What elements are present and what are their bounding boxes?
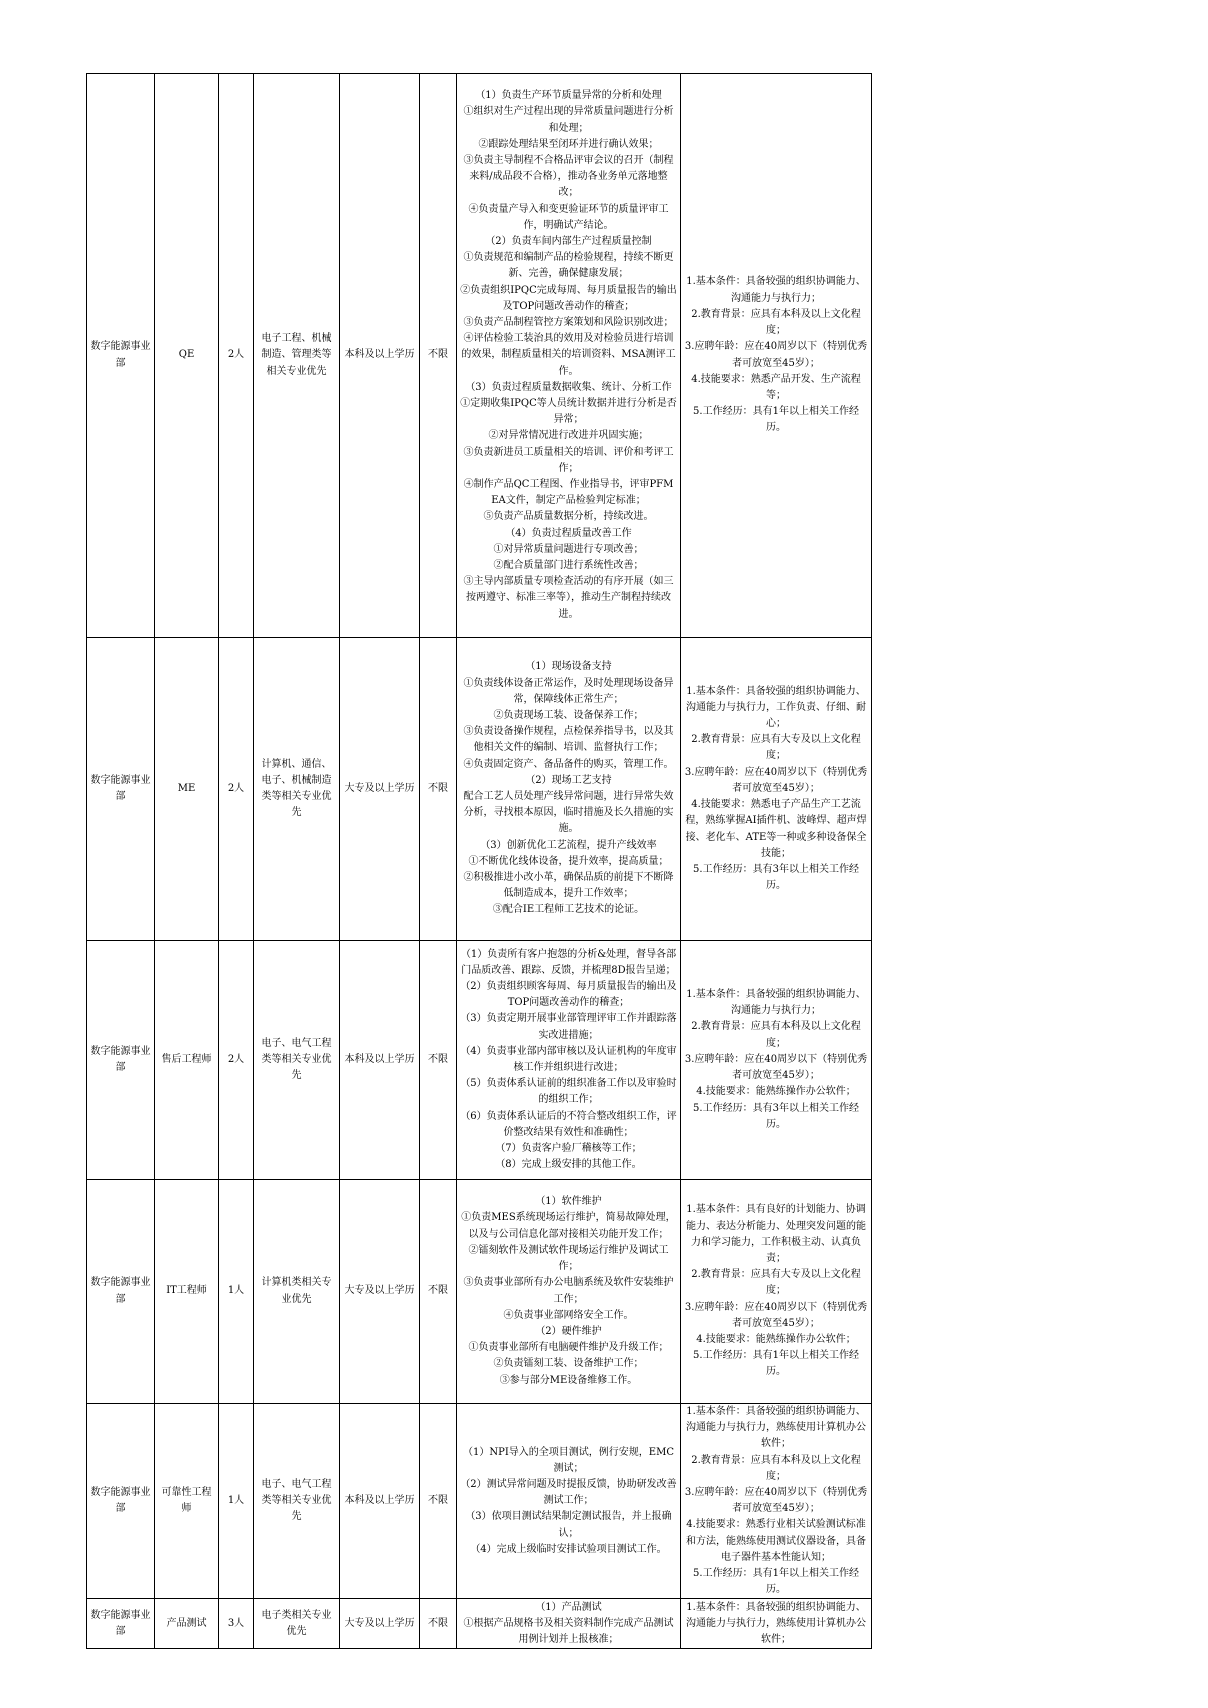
- position-cell: QE: [155, 74, 219, 638]
- duty-line: ①负责规范和编制产品的检验规程，持续不断更新、完善，确保健康发展；: [463, 252, 674, 280]
- education-cell: 大专及以上学历: [340, 638, 420, 941]
- duty-line: ①组织对生产过程出现的异常质量问题进行分析和处理；: [463, 106, 674, 134]
- position-cell: 可靠性工程师: [155, 1404, 219, 1599]
- duty-line: （2）负责车间内部生产过程质量控制: [485, 235, 652, 247]
- duty-line: ①负责线体设备正常运作，及时处理现场设备异常，保障线体正常生产；: [463, 677, 674, 705]
- limit-cell: 不限: [420, 1599, 457, 1649]
- requirement-line: 4.技能要求：熟悉行业相关试验测试标准和方法，能熟练使用测试仪器设备，具备电子器件基本性能认知；: [686, 1519, 866, 1563]
- position-cell: ME: [155, 638, 219, 941]
- duty-line: ②配合质量部门进行系统性改善；: [493, 560, 644, 572]
- requirement-line: 5.工作经历：具有3年以上相关工作经历。: [693, 863, 859, 892]
- duty-line: （3）依项目测试结果制定测试报告，并上报确认；: [465, 1511, 672, 1539]
- duty-line: ②负责镭刻工装、设备维护工作；: [493, 1358, 644, 1370]
- duty-line: ③负责设备操作规程，点检保养指导书，以及其他相关文件的编制、培训、监督执行工作；: [463, 726, 674, 754]
- requirement-line: 3.应聘年龄：应在40周岁以下（特别优秀者可放宽至45岁）；: [684, 341, 868, 369]
- requirement-line: 1.基本条件：具备较强的组织协调能力、沟通能力与执行力；: [686, 989, 866, 1017]
- table-row: [87, 74, 872, 638]
- duties-cell: [457, 1180, 681, 1404]
- duties-cell: [457, 638, 681, 941]
- requirement-line: 2.教育背景：应具有本科及以上文化程度；: [691, 1021, 861, 1049]
- requirements-cell: [681, 638, 872, 941]
- requirements-cell: [681, 1180, 872, 1404]
- requirement-line: 4.技能要求：能熟练操作办公软件；: [696, 1334, 856, 1345]
- major-cell: 电子、电气工程类等相关专业优先: [254, 941, 340, 1180]
- count-cell: 2人: [219, 74, 254, 638]
- requirement-line: 3.应聘年龄：应在40周岁以下（特别优秀者可放宽至45岁）；: [684, 1487, 868, 1515]
- duty-line: ③参与部分ME设备维修工作。: [499, 1374, 638, 1386]
- duty-line: ②镭刻软件及测试软件现场运行维护及调试工作；: [468, 1244, 669, 1273]
- requirement-line: 1.基本条件：具备较强的组织协调能力、沟通能力与执行力，工作负责、仔细、耐心；: [686, 685, 866, 730]
- major-cell: 计算机类相关专业优先: [254, 1180, 340, 1404]
- duty-line: ③主导内部质量专项检查活动的有序开展（如三按两遵守、标准三率等），推动生产制程持续改进。: [463, 576, 674, 620]
- duty-line: ③负责事业部所有办公电脑系统及软件安装维护工作；: [463, 1277, 674, 1305]
- requirement-line: 3.应聘年龄：应在40周岁以下（特别优秀者可放宽至45岁）；: [684, 766, 868, 794]
- requirement-line: 3.应聘年龄：应在40周岁以下（特别优秀者可放宽至45岁）；: [684, 1301, 868, 1329]
- duty-line: ②跟踪处理结果至闭环并进行确认效果；: [478, 138, 659, 150]
- dept-cell: 数字能源事业部: [87, 74, 155, 638]
- duty-line: （1）软件维护: [535, 1196, 602, 1208]
- duty-line: ②负责现场工装、设备保养工作；: [493, 709, 644, 721]
- requirement-line: 1.基本条件：具备较强的组织协调能力、沟通能力与执行力；: [686, 276, 866, 304]
- requirements-cell: [681, 1599, 872, 1649]
- requirements-cell: [681, 941, 872, 1180]
- count-cell: 1人: [219, 1180, 254, 1404]
- requirement-line: 1.基本条件：具有良好的计划能力、协调能力、表达分析能力、处理突发问题的能力和学习能力，工作积极主动、认真负责；: [686, 1204, 866, 1264]
- duty-line: （8）完成上级安排的其他工作。: [495, 1159, 642, 1171]
- duty-line: ④制作产品QC工程图、作业指导书，评审PFMEA文件，制定产品检验判定标准；: [463, 479, 674, 507]
- duty-line: （7）负责客户验厂稽核等工作；: [495, 1143, 642, 1155]
- duty-line: （2）负责组织顾客每周、每月质量报告的输出及TOP问题改善动作的稽查；: [460, 980, 677, 1009]
- table-row: [87, 941, 872, 1180]
- duty-line: （6）负责体系认证后的不符合整改组织工作，评价整改结果有效性和准确性；: [460, 1110, 677, 1138]
- duty-line: ④负责固定资产、备品备件的购买，管理工作。: [463, 758, 674, 770]
- duty-line: ④负责事业部网络安全工作。: [503, 1309, 634, 1321]
- duty-line: ②积极推进小改小革，确保品质的前提下不断降低制造成本，提升工作效率；: [463, 872, 674, 900]
- duty-line: ①根据产品规格书及相关资料制作完成产品测试用例计划并上报核准；: [463, 1617, 674, 1646]
- duty-line: （1）负责生产环节质量异常的分析和处理: [475, 90, 662, 102]
- major-cell: 电子类相关专业优先: [254, 1599, 340, 1649]
- duties-cell: [457, 74, 681, 638]
- requirement-line: 2.教育背景：应具有本科及以上文化程度；: [691, 1454, 861, 1482]
- duty-line: （1）现场设备支持: [525, 661, 612, 673]
- requirement-line: 5.工作经历：具有1年以上相关工作经历。: [693, 1568, 859, 1596]
- duty-line: （4）负责过程质量改善工作: [505, 527, 632, 539]
- duty-line: （3）负责定期开展事业部管理评审工作并跟踪落实改进措施；: [460, 1013, 677, 1041]
- requirement-line: 5.工作经历：具有1年以上相关工作经历。: [693, 1350, 859, 1378]
- dept-cell: 数字能源事业部: [87, 1404, 155, 1599]
- duty-line: （4）负责事业部内部审核以及认证机构的年度审核工作并组织进行改进；: [460, 1045, 677, 1073]
- position-cell: 产品测试: [155, 1599, 219, 1649]
- duty-line: ③配合IE工程师工艺技术的论证。: [492, 904, 645, 916]
- requirement-line: 5.工作经历：具有1年以上相关工作经历。: [693, 406, 859, 434]
- limit-cell: 不限: [420, 1180, 457, 1404]
- duty-line: ③负责新进员工质量相关的培训、评价和考评工作；: [463, 446, 674, 474]
- duty-line: （4）完成上级临时安排试验项目测试工作。: [470, 1543, 667, 1555]
- education-cell: 本科及以上学历: [340, 1404, 420, 1599]
- limit-cell: 不限: [420, 74, 457, 638]
- requirement-line: 3.应聘年龄：应在40周岁以下（特别优秀者可放宽至45岁）；: [684, 1053, 868, 1082]
- duty-line: ④评估检验工装治具的效用及对检验员进行培训的效果，制程质量相关的培训资料、MSA测评工作。: [461, 333, 676, 377]
- recruitment-table: [86, 73, 872, 1649]
- limit-cell: 不限: [420, 1404, 457, 1599]
- duty-line: （1）负责所有客户抱怨的分析&处理，督导各部门品质改善、跟踪、反馈，并梳理8D报告呈递；: [460, 948, 677, 976]
- requirement-line: 2.教育背景：应具有本科及以上文化程度；: [691, 308, 861, 337]
- duty-line: ①对异常质量问题进行专项改善；: [493, 543, 644, 555]
- requirement-line: 4.技能要求：能熟练操作办公软件；: [696, 1086, 856, 1098]
- duties-cell: [457, 941, 681, 1180]
- requirement-line: 1.基本条件：具备较强的组织协调能力、沟通能力与执行力，熟练使用计算机办公软件；: [686, 1601, 866, 1646]
- requirement-line: 1.基本条件：具备较强的组织协调能力、沟通能力与执行力，熟练使用计算机办公软件；: [686, 1406, 866, 1450]
- duty-line: （2）测试异常问题及时提报反馈，协助研发改善测试工作；: [460, 1478, 677, 1507]
- dept-cell: 数字能源事业部: [87, 638, 155, 941]
- requirement-line: 2.教育背景：应具有大专及以上文化程度；: [691, 734, 861, 762]
- education-cell: 本科及以上学历: [340, 74, 420, 638]
- duties-cell: [457, 1404, 681, 1599]
- dept-cell: 数字能源事业部: [87, 941, 155, 1180]
- major-cell: 计算机、通信、电子、机械制造类等相关专业优先: [254, 638, 340, 941]
- table-row: [87, 638, 872, 941]
- major-cell: 电子工程、机械制造、管理类等相关专业优先: [254, 74, 340, 638]
- duty-line: ①负责事业部所有电脑硬件维护及升级工作；: [468, 1342, 669, 1354]
- major-cell: 电子、电气工程类等相关专业优先: [254, 1404, 340, 1599]
- duty-line: ①不断优化线体设备，提升效率，提高质量；: [468, 855, 669, 867]
- duty-line: ②负责组织IPQC完成每周、每月质量报告的输出及TOP问题改善动作的稽查；: [460, 284, 677, 312]
- duty-line: ②对异常情况进行改进并巩固实施；: [488, 430, 649, 442]
- duties-cell: [457, 1599, 681, 1649]
- requirements-cell: [681, 1404, 872, 1599]
- education-cell: 本科及以上学历: [340, 941, 420, 1180]
- duty-line: ④负责量产导入和变更验证环节的质量评审工作，明确试产结论。: [468, 203, 669, 231]
- position-cell: IT工程师: [155, 1180, 219, 1404]
- requirement-line: 5.工作经历：具有3年以上相关工作经历。: [693, 1102, 859, 1130]
- table-row: [87, 1404, 872, 1599]
- duty-line: （1）NPI导入的全项目测试，例行安规，EMC测试；: [463, 1446, 674, 1474]
- count-cell: 2人: [219, 638, 254, 941]
- requirements-cell: [681, 74, 872, 638]
- duty-line: ③负责主导制程不合格品评审会议的召开（制程来料/成品段不合格），推动各业务单元落地整改；: [463, 154, 674, 199]
- duty-line: （3）创新优化工艺流程，提升产线效率: [480, 839, 657, 851]
- duty-line: ③负责产品制程管控方案策划和风险识别改进；: [463, 316, 674, 328]
- duty-line: （2）现场工艺支持: [525, 774, 612, 786]
- duty-line: ⑤负责产品质量数据分析，持续改进。: [483, 511, 654, 523]
- duty-line: 配合工艺人员处理产线异常问题，进行异常失效分析，寻找根本原因，临时措施及长久措施的实施。: [463, 791, 674, 835]
- duty-line: （3）负责过程质量数据收集、统计、分析工作: [465, 381, 672, 393]
- education-cell: 大专及以上学历: [340, 1599, 420, 1649]
- duty-line: ①负责MES系统现场运行维护，简易故障处理，以及与公司信息化部对接相关功能开发工作；: [461, 1212, 676, 1240]
- education-cell: 大专及以上学历: [340, 1180, 420, 1404]
- count-cell: 1人: [219, 1404, 254, 1599]
- count-cell: 3人: [219, 1599, 254, 1649]
- table-row: [87, 1180, 872, 1404]
- dept-cell: 数字能源事业部: [87, 1180, 155, 1404]
- count-cell: 2人: [219, 941, 254, 1180]
- requirement-line: 2.教育背景：应具有大专及以上文化程度；: [691, 1269, 861, 1297]
- table-row: [87, 1599, 872, 1649]
- limit-cell: 不限: [420, 941, 457, 1180]
- position-cell: 售后工程师: [155, 941, 219, 1180]
- duty-line: （2）硬件维护: [535, 1325, 602, 1337]
- duty-line: ①定期收集IPQC等人员统计数据并进行分析是否异常；: [460, 398, 677, 426]
- requirement-line: 4.技能要求：熟悉电子产品生产工艺流程，熟练掌握AI插件机、波峰焊、超声焊接、老化车、ATE等一种或多种设备保全技能；: [685, 799, 867, 859]
- dept-cell: 数字能源事业部: [87, 1599, 155, 1649]
- duty-line: （1）产品测试: [535, 1601, 602, 1613]
- limit-cell: 不限: [420, 638, 457, 941]
- requirement-line: 4.技能要求：熟悉产品开发、生产流程等；: [691, 373, 861, 401]
- duty-line: （5）负责体系认证前的组织准备工作以及审验时的组织工作；: [460, 1078, 677, 1106]
